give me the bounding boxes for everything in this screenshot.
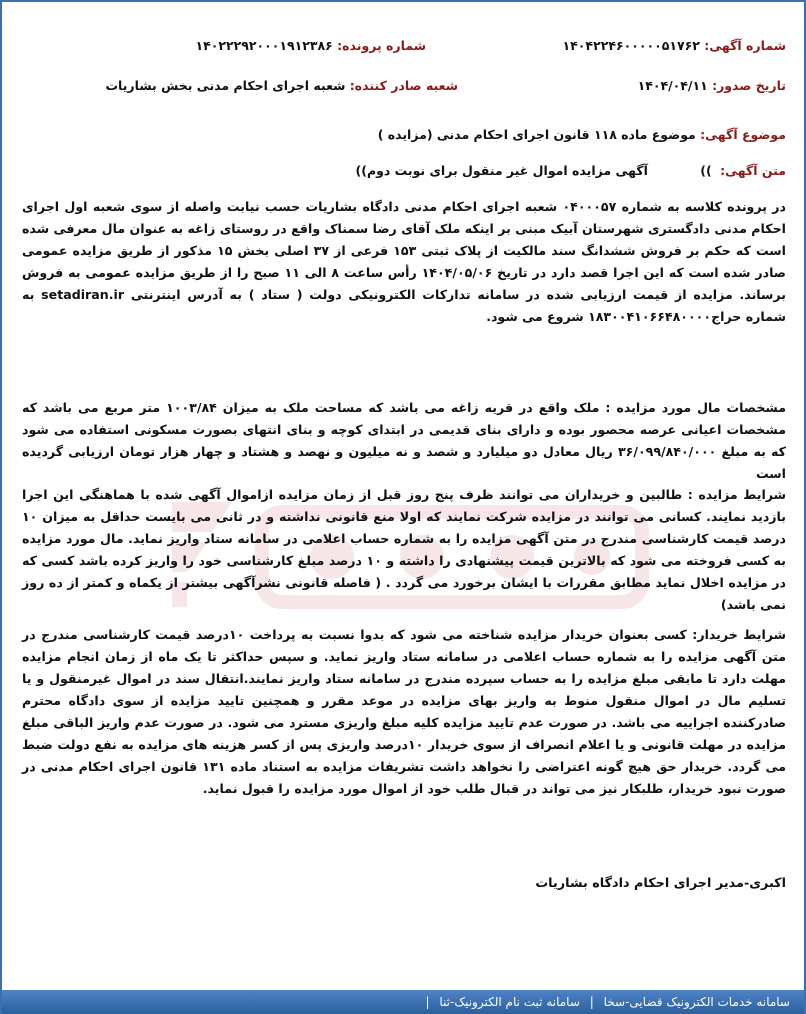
text-label: متن آگهی:: [720, 163, 786, 178]
text-header-row: [22, 163, 786, 178]
ad-number-value: ۱۴۰۴۲۲۴۶۰۰۰۰۰۵۱۷۶۲: [562, 38, 700, 53]
case-number: [195, 38, 426, 53]
footer-separator: |: [425, 995, 430, 1009]
footer-link-sana[interactable]: سامانه ثبت نام الکترونیک-ثنا: [439, 995, 580, 1009]
text-title: آگهی مزایده اموال غیر منقول برای نوبت دوم)): [355, 163, 648, 178]
paragraph-buyer: شرایط خریدار: کسی بعنوان خریدار مزایده شناخته می شود که بدوا نسبت به پرداخت ۱۰درصد قیمت کارشناسی مندرج در متن آگهی مزایده را به شماره حساب اعلامی در سامانه ستاد واریز نماید. و سپس حداکثر تا یک ماه از زمان انجام مزایده مهلت دارد تا مابقی مبلغ مزایده را به حساب سپرده مندرج در سامانه ستاد واریز نمایند.انتقال سند در اموال غیرمنقول و یا تسلیم مال در اموال منقول منوط به واریز بهای مزایده در موعد مقرر و همچنین تایید مزایده از سوی دادگاه محترم صادرکننده اجراییه می باشد. در صورت عدم تایید مزایده کلیه مبلغ واریزی مسترد می شود. در صورت عدم واریز الباقی مبلغ مزایده در مهلت قانونی و یا اعلام انصراف از سوی خریدار ۱۰درصد واریزی پس از کسر هزینه های مزایده به نفع دولت ضبط می گردد. خریدار حق هیچ گونه اعتراضی را نخواهد داشت تشریفات مزایده به استناد ماده ۱۳۱ قانون اجرای احکام مدنی در صورت نبود خریدار، طلبکار نیز می تواند در قبال طلب خود از اموال مورد مزایده را قبول نماید.: [22, 627, 786, 796]
footer-separator: |: [589, 995, 594, 1009]
footer-link-sakha[interactable]: سامانه خدمات الکترونیک قضایی-سخا: [603, 995, 790, 1009]
issuer-value: شعبه اجرای احکام مدنی بخش بشاریات: [105, 78, 346, 93]
case-number-value: ۱۴۰۲۲۲۹۲۰۰۰۱۹۱۲۳۸۶: [195, 38, 333, 53]
footer-bar: [2, 990, 804, 1014]
issuer: [105, 78, 458, 93]
ad-number-label: شماره آگهی:: [704, 38, 786, 53]
text-open-brackets: )): [700, 163, 712, 178]
document-body: [22, 2, 786, 990]
subject-row: [22, 127, 786, 142]
ad-number: [563, 38, 786, 53]
issuer-label: شعبه صادر کننده:: [349, 78, 458, 93]
subject-value: موضوع ماده ۱۱۸ قانون اجرای احکام مدنی (مزایده ): [377, 127, 696, 142]
signature: اکبری-مدیر اجرای احکام دادگاه بشاریات: [535, 876, 786, 891]
case-number-label: شماره پرونده:: [337, 38, 426, 53]
paragraph-intro: در پرونده کلاسه به شماره ۰۴۰۰۰۵۷ شعبه اجرای احکام مدنی دادگاه بشاریات حسب نیابت واصله از سوی شعبه اول اجرای احکام مدنی دادگستری شهرستان آبیک مبنی بر اینکه ملک آقای رضا سمناک واقع در روستای زاغه به عنوان مال معرفی شده است که حکم بر فروش ششدانگ سند مالکیت از پلاک ثبتی ۱۵۳ فرعی از ۳۷ اصلی بخش ۱۵ مذکور از طریق مزایده عمومی صادر شده است که این اجرا قصد دارد در تاریخ ۱۴۰۴/۰۵/۰۶ رأس ساعت ۸ الی ۱۱ صبح را از طریق مزایده عمومی به فروش برساند. مزایده از قیمت ارزیابی شده در سامانه تدارکات الکترونیکی دولت ( ستاد ) به آدرس اینترنتی setadiran.ir به شماره حراج۱۸‌۳۰۰۴۱۰۶۶۴۸۰۰۰۰ شروع می شود.: [22, 199, 787, 324]
subject-label: موضوع آگهی:: [700, 127, 786, 142]
issue-date-value: ۱۴۰۴/۰۴/۱۱: [637, 78, 708, 93]
issue-date: [638, 78, 786, 93]
paragraph-specs: مشخصات مال مورد مزایده : ملک واقع در قریه زاغه می باشد که مساحت ملک به میزان ۱۰۰۳/۸۴ متر مربع می باشد که مشخصات اعیانی عرصه محصور بوده و دارای بنای قدیمی در ابتدای کوچه و بنای انتهای بصورت مسکونی استفاده می شود که به مبلغ ۳۶/۰۹۹/۸۴۰/۰۰۰ ریال معادل دو میلیارد و شصد و نه میلیون و نهصد و هشتاد و چهار هزار تومان ارزیابی گردیده است: [22, 400, 787, 481]
issue-date-label: تاریخ صدور:: [712, 78, 786, 93]
paragraph-conditions: شرایط مزایده : طالبین و خریداران می توانند ظرف پنج روز قبل از زمان مزایده ازاموال آگهی شده با هماهنگی این اجرا بازدید نمایند. کسانی می توانند در مزایده شرکت نمایند که اولا منع قانونی نداشته و در ثانی می بایست حداقل به میزان ۱۰ درصد قیمت کارشناسی مندرج در متن آگهی مزایده را به شماره حساب اعلامی در سامانه ستاد واریز نماید. مال مورد مزایده به کسی فروخته می شود که بالاترین قیمت پیشنهادی را داشته و ۱۰ درصد مبلغ کارشناسی خود را واریز کرده باشد کسی که در مزایده اخلال نماید مطابق مقررات با ایشان برخورد می گردد . ( فاصله قانونی نشرآگهی بیشتر از یکماه و کمتر از ده روز نمی باشد): [22, 487, 786, 612]
